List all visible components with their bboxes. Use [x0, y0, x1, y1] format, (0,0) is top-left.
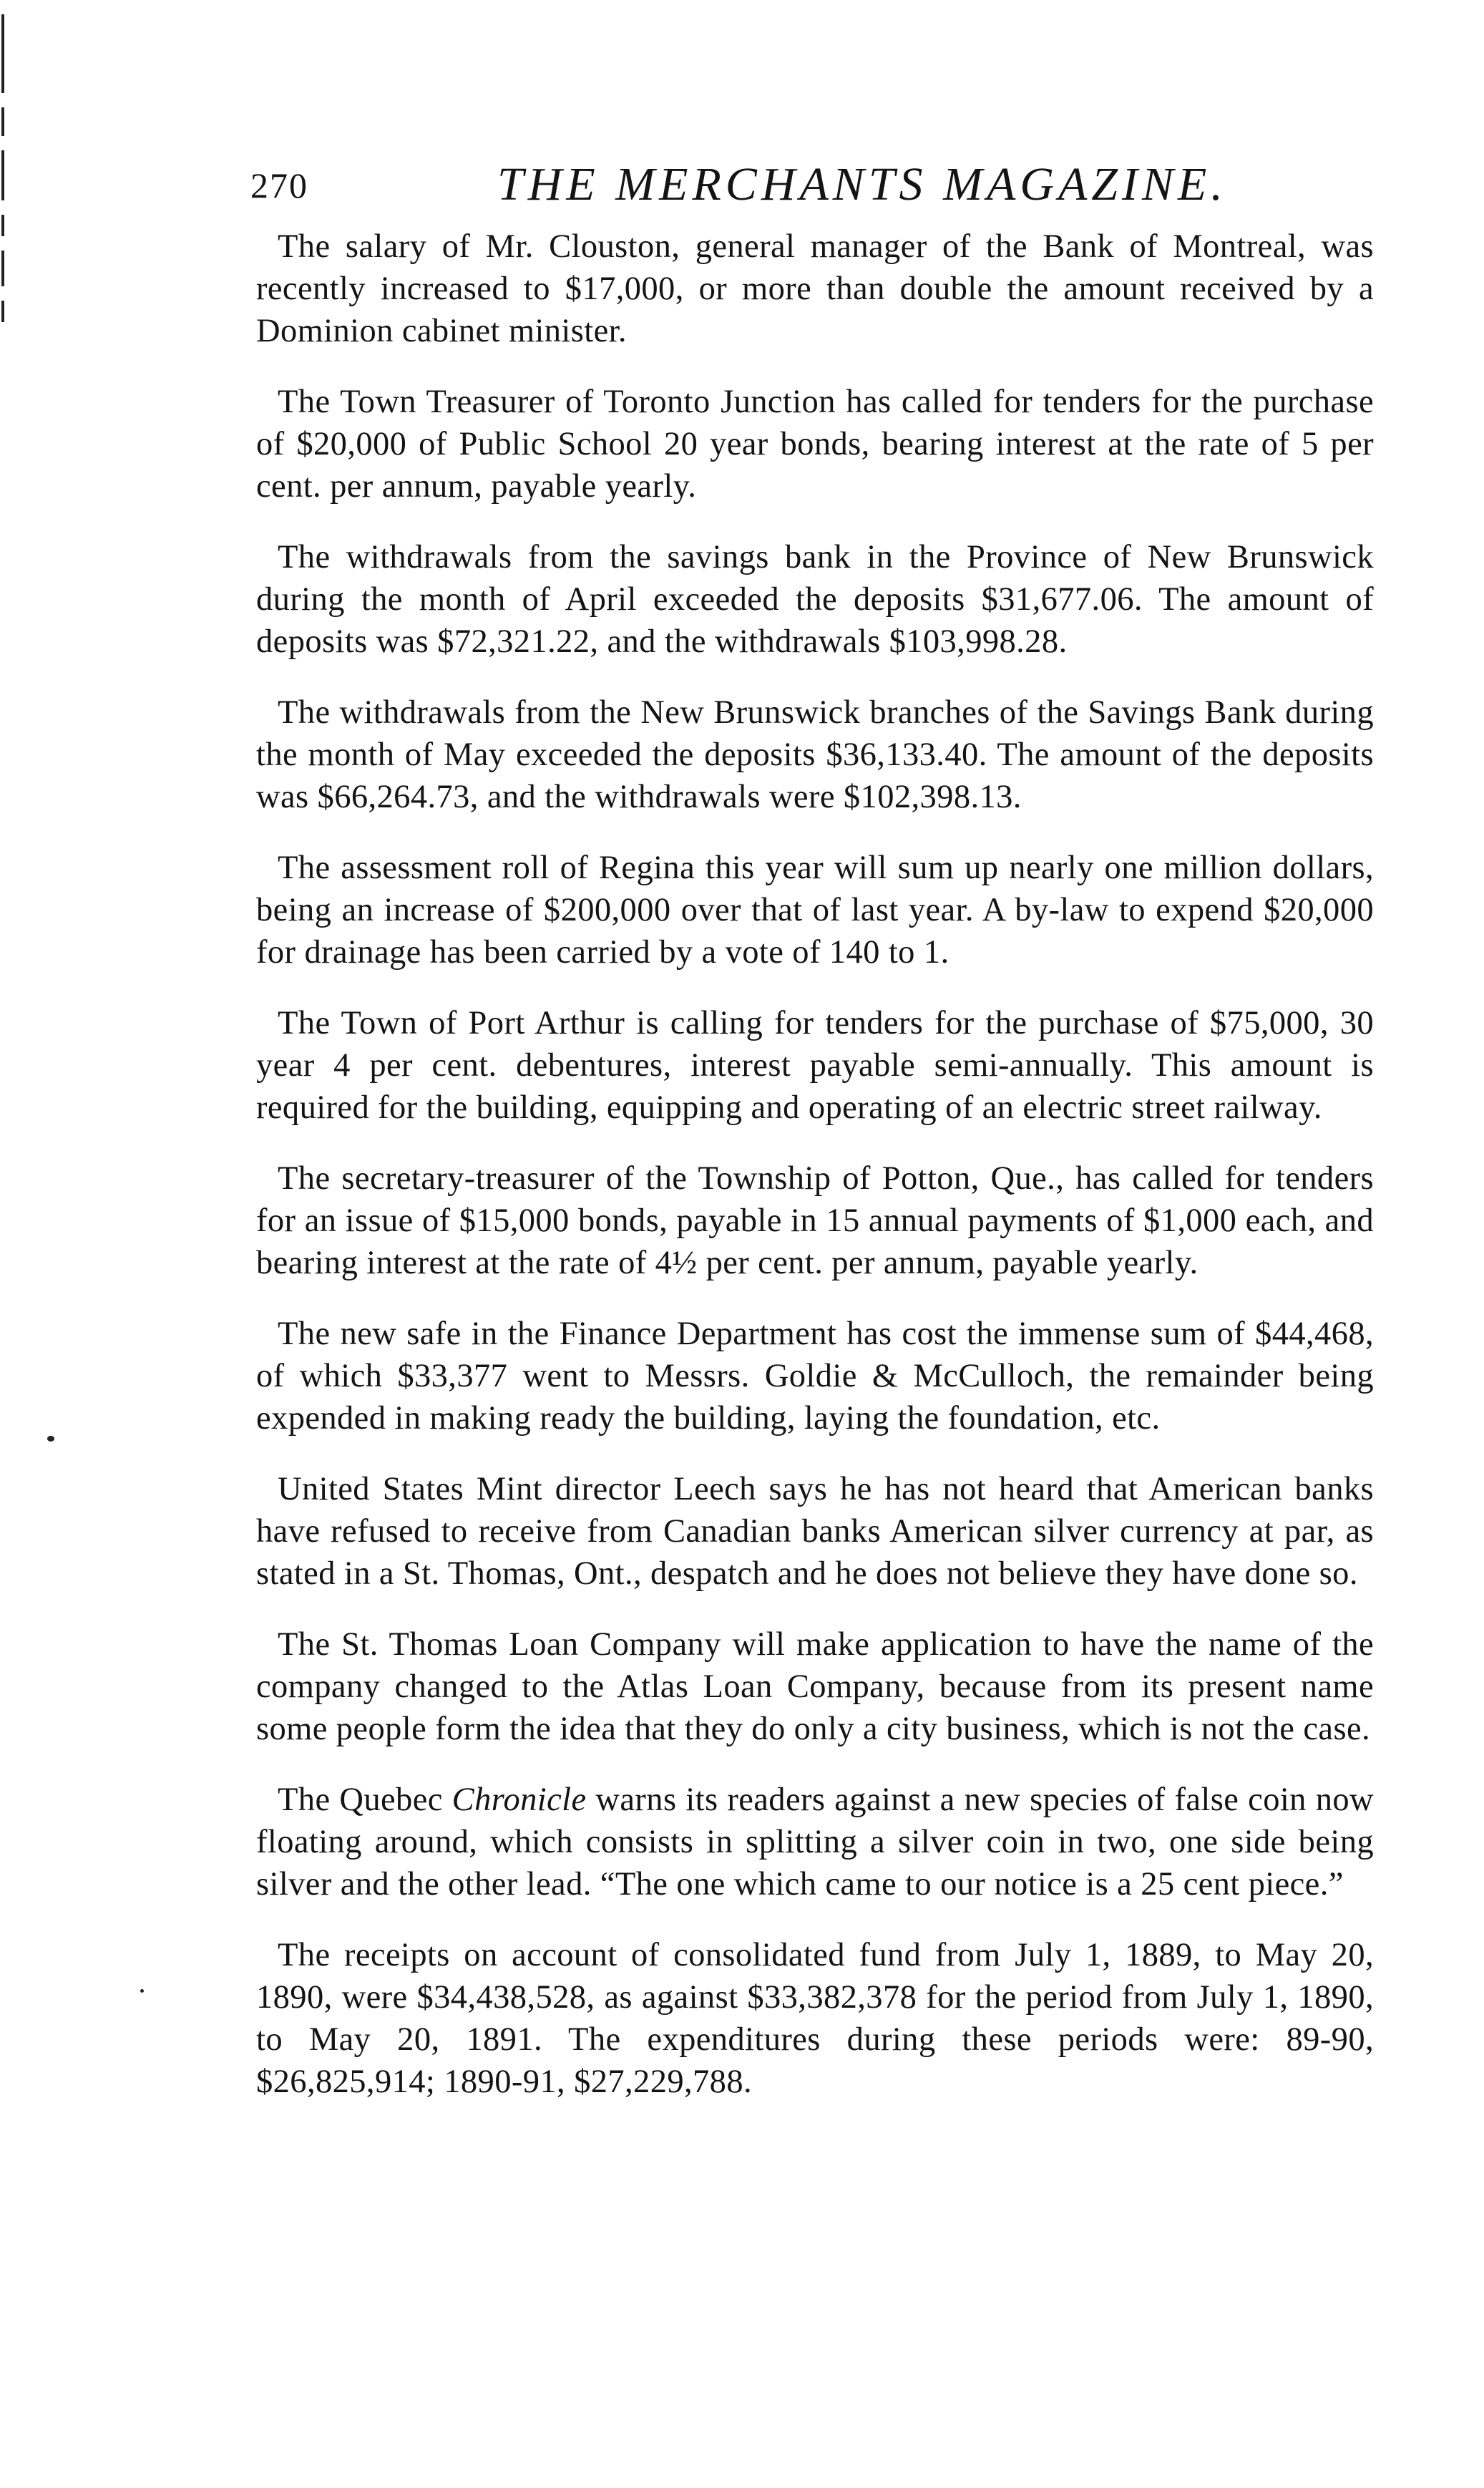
- paragraph-nb-savings-april: The withdrawals from the savings bank in the Province of New Brunswick during the month of April exceeded the deposits $31,677.06. The amount of deposits was $72,321.22, and the withdrawals $103,998.28.: [256, 539, 1374, 660]
- stray-dot-mark: [47, 1436, 54, 1442]
- chronicle-title: Chronicle: [451, 1782, 587, 1818]
- paragraph-st-thomas-loan: The St. Thomas Loan Company will make application to have the name of the company changed to the Atlas Loan Company, because from its present name some people form the idea that they do only a city business, which is not the case.: [256, 1626, 1374, 1747]
- chronicle-text-after: warns its readers against a new species of false coin now floating around, which consists in splitting a silver coin in two, one side being silver and the other lead. “The one which came to our notice is a 25 cent piece.”: [256, 1782, 1374, 1903]
- paragraph-port-arthur: The Town of Port Arthur is calling for tenders for the purchase of $75,000, 30 year 4 per cent. debentures, interest payable semi-annually. This amount is required for the building, equipping and operating of an electric street railway.: [256, 1005, 1374, 1126]
- running-head: [250, 150, 1381, 215]
- paragraph-clouston-salary: The salary of Mr. Clouston, general manager of the Bank of Montreal, was recently increased to $17,000, or more than double the amount received by a Dominion cabinet minister.: [256, 228, 1374, 349]
- paragraph-quebec-chronicle: [256, 1779, 1374, 1905]
- paragraph-finance-safe: The new safe in the Finance Department has cost the immense sum of $44,468, of which $33,377 went to Messrs. Goldie & McCulloch, the remainder being expended in making ready the building, laying the foundation, etc.: [256, 1316, 1374, 1437]
- chronicle-text-before: The Quebec: [278, 1782, 452, 1818]
- paragraph-potton-bonds: The secretary-treasurer of the Township of Potton, Que., has called for tenders for an issue of $15,000 bonds, payable in 15 annual payments of $1,000 each, and bearing interest at the rate of 4½ per cent. per annum, payable yearly.: [256, 1160, 1374, 1281]
- page-number: 270: [250, 165, 308, 205]
- paragraph-mint-director: United States Mint director Leech says he has not heard that American banks have refused to receive from Canadian banks American silver currency at par, as stated in a St. Thomas, Ont., despatch and he does not believe they have done so.: [256, 1471, 1374, 1592]
- paragraph-consolidated-fund: The receipts on account of consolidated fund from July 1, 1889, to May 20, 1890, were $34,438,528, as against $33,382,378 for the period from July 1, 1890, to May 20, 1891. The expenditures during these periods were: 89-90, $26,825,914; 1890-91, $27,229,788.: [256, 1937, 1374, 2100]
- binding-edge-marks: [0, 0, 9, 336]
- article-body: [256, 225, 1374, 2132]
- paragraph-toronto-junction: The Town Treasurer of Toronto Junction has called for tenders for the purchase of $20,000 of Public School 20 year bonds, bearing interest at the rate of 5 per cent. per annum, payable yearly.: [256, 384, 1374, 505]
- magazine-title: THE MERCHANTS MAGAZINE.: [497, 158, 1227, 210]
- stray-dot-mark: [140, 1989, 144, 1993]
- paragraph-regina-assessment: The assessment roll of Regina this year will sum up nearly one million dollars, being an increase of $200,000 over that of last year. A by-law to expend $20,000 for drainage has been carried by a vote of 140 to 1.: [256, 850, 1374, 971]
- paragraph-nb-savings-may: The withdrawals from the New Brunswick branches of the Savings Bank during the month of May exceeded the deposits $36,133.40. The amount of the deposits was $66,264.73, and the withdrawals were $102,398.13.: [256, 694, 1374, 815]
